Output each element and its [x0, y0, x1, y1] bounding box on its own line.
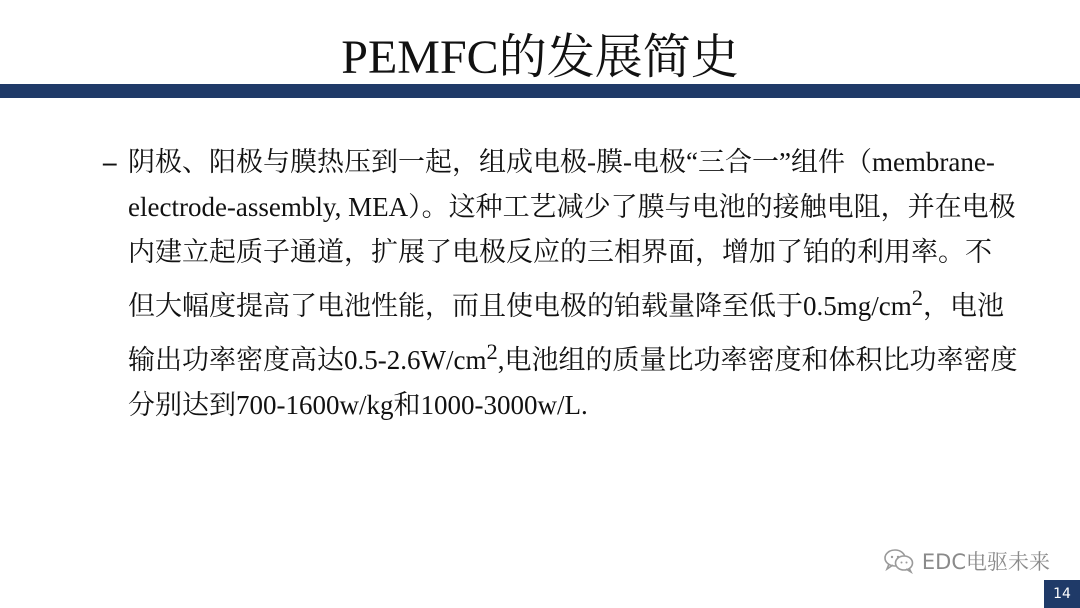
slide-title: PEMFC的发展简史: [341, 31, 739, 84]
bullet-marker: –: [103, 147, 117, 177]
paragraph-text-part-1: 阴极、阳极与膜热压到一起，组成电极-膜-电极“三合一”组件（membrane-electrode-assembly, MEA）。这种工艺减少了膜与电池的接触电阻，并在电极内建立起质子通道，扩展了电极反应的三相界面，增加了铂的利用率。不但大幅度提高了电池性能，而且使电极的铂载量降至低于0.5mg/cm: [128, 147, 1016, 321]
superscript-2: 2: [486, 339, 498, 364]
bullet-paragraph: [128, 140, 1018, 428]
watermark-text: EDC电驱未来: [921, 550, 1050, 574]
watermark: [884, 545, 1050, 577]
paragraph-text-part-3: ,电池组的质量比功率密度和体积比功率密度分别达到700-1600w/kg和1000-3000w/L.: [128, 345, 1018, 420]
title-underline-bar: [0, 84, 1080, 98]
wechat-icon: [884, 548, 914, 574]
page-number: 14: [1044, 580, 1080, 608]
paragraph-text-part-2: ，电池输出功率密度高达0.5-2.6W/cm: [128, 291, 1004, 375]
superscript-1: 2: [911, 285, 923, 310]
